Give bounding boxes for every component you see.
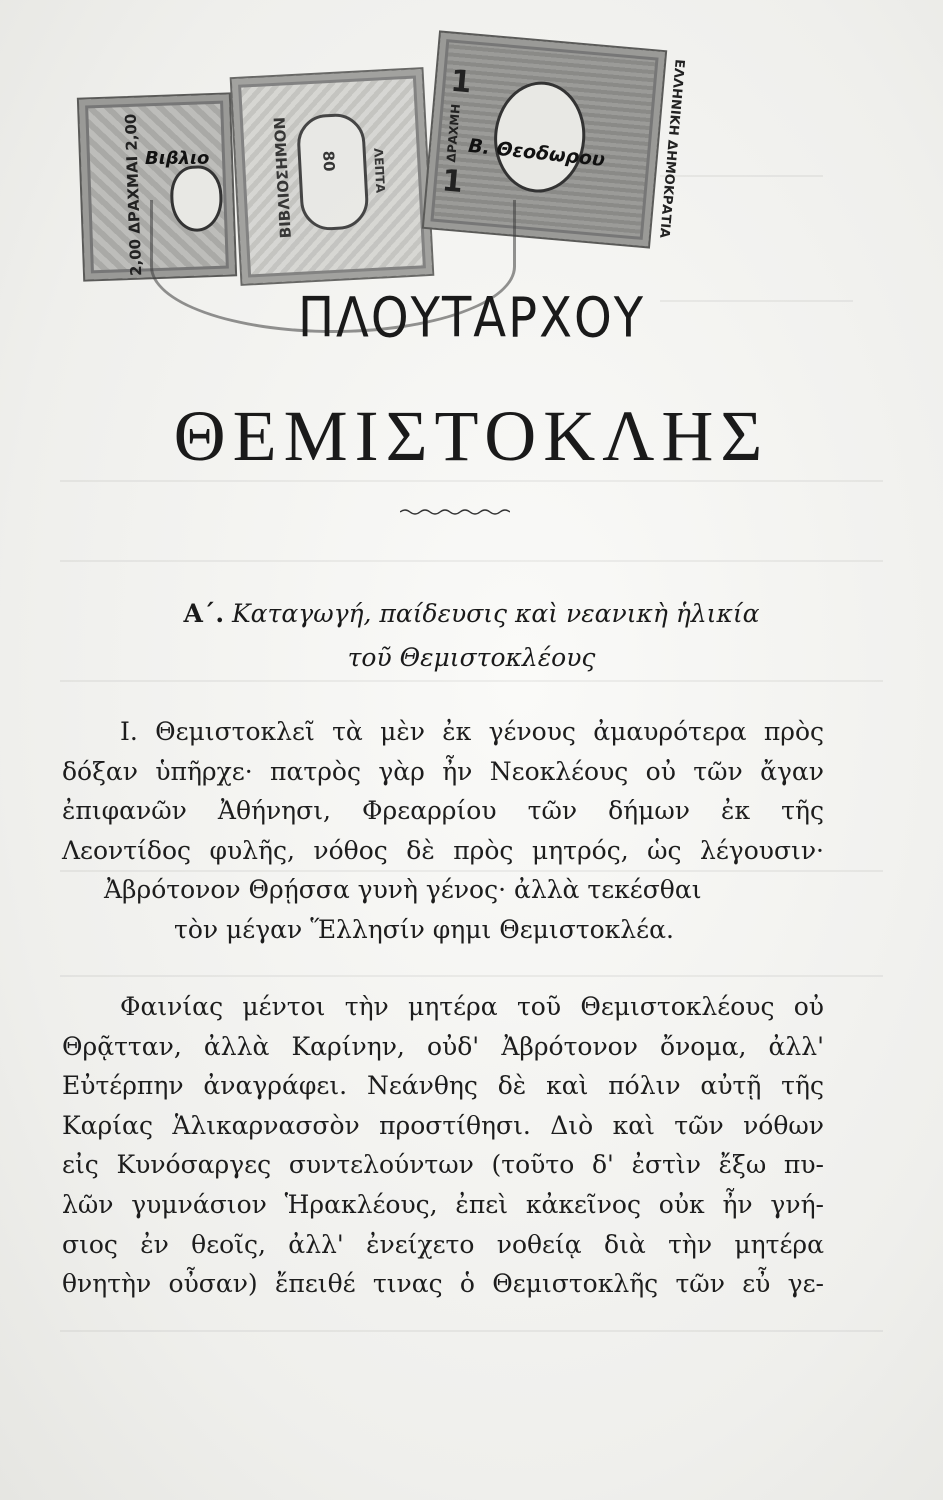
stamp-middle-label: ΒΙΒΛΙΟΣΗΜΟΝ bbox=[270, 116, 295, 239]
text-line: λῶν γυμνάσιον Ἡρακλέους, ἐπεὶ κἀκεῖνος οὐκ ἦν γνή- bbox=[62, 1189, 824, 1219]
text-line: Φαινίας μέντοι τὴν μητέρα τοῦ Θεμιστοκλέους οὐ bbox=[120, 992, 824, 1021]
text-line: δόξαν ὑπῆρχε· πατρὸς γὰρ ἦν Νεοκλέους οὐ τῶν ἄγαν bbox=[62, 756, 824, 786]
text-line: θνητὴν οὖσαν) ἔπειθέ τινας ὁ Θεμιστοκλῆς τῶν εὖ γε- bbox=[62, 1269, 824, 1299]
chapter-number: Α΄. bbox=[183, 599, 225, 628]
text-line: I. Θεμιστοκλεῖ τὰ μὲν ἐκ γένους ἀμαυρότερα πρὸς bbox=[120, 717, 824, 746]
stamp-right-value: 1 bbox=[449, 63, 474, 101]
handwritten-note-right: Β. Θεοδωρου bbox=[467, 134, 606, 172]
bleed-through-line bbox=[60, 1330, 883, 1332]
text-line: ἐπιφανῶν Ἀθήνησι, Φρεαρρίου τῶν δήμων ἐκ τῆς bbox=[62, 796, 824, 826]
chapter-heading bbox=[0, 592, 943, 680]
text-line: Καρίας Ἁλικαρνασσὸν προστίθησι. Διὸ καὶ τῶν νόθων bbox=[62, 1110, 824, 1140]
handwritten-note-left: Βιβλιο bbox=[145, 148, 210, 169]
paragraph-1 bbox=[62, 712, 824, 950]
stamp-right-unit: ΔΡΑΧΜΗ bbox=[443, 103, 464, 163]
author-name: ΠΛΟΥΤΑΡΧΟΥ bbox=[297, 285, 646, 351]
bleed-through-line bbox=[60, 680, 883, 682]
text-line: Εὐτέρπην ἀναγράφει. Νεάνθης δὲ καὶ πόλιν αὐτῇ τῆς bbox=[62, 1071, 824, 1101]
stamp-right-value-bottom: 1 bbox=[440, 163, 465, 200]
stamp-middle-unit: ΛΕΠΤΑ bbox=[371, 147, 388, 194]
chapter-title: Καταγωγή, παίδευσις καὶ νεανικὴ ἡλικία bbox=[232, 599, 760, 628]
text-line: Λεοντίδος φυλῆς, νόθος δὲ πρὸς μητρός, ὡς λέγουσιν· bbox=[62, 835, 824, 865]
bleed-through-line bbox=[60, 480, 883, 482]
stamp-middle-value: 80 bbox=[319, 150, 339, 173]
chapter-heading-line-1 bbox=[0, 592, 943, 636]
verse-line: Ἀβρότονον Θρῄσσα γυνὴ γένος· ἀλλὰ τεκέσθαι bbox=[104, 875, 702, 905]
bleed-through-line bbox=[60, 975, 883, 977]
chapter-heading-line-2: τοῦ Θεμιστοκλέους bbox=[347, 643, 596, 672]
stamp-right-emblem bbox=[490, 78, 590, 197]
bleed-through-line bbox=[660, 175, 823, 177]
stamp-right-country: ΕΛΛΗΝΙΚΗ ΔΗΜΟΚΡΑΤΙΑ bbox=[656, 58, 687, 239]
page-title: ΘΕΜΙΣΤΟΚΛΗΣ bbox=[173, 396, 770, 476]
verse-line: τὸν μέγαν Ἕλλησίν φημι Θεμιστοκλέα. bbox=[174, 914, 674, 944]
text-line: σιος ἐν θεοῖς, ἀλλ' ἐνείχετο νοθείᾳ διὰ τὴν μητέρα bbox=[62, 1229, 824, 1259]
stamp-left-denomination: 2,00 ΔΡΑΧΜΑΙ 2,00 bbox=[121, 113, 146, 277]
bleed-through-line bbox=[60, 560, 883, 562]
paragraph-2 bbox=[62, 987, 824, 1304]
wavy-rule-ornament bbox=[400, 508, 510, 516]
text-line: εἰς Κυνόσαργες συντελούντων (τοῦτο δ' ἐστὶν ἔξω πυ- bbox=[62, 1150, 824, 1180]
text-line: Θρᾷτταν, ἀλλὰ Καρίνην, οὐδ' Ἀβρότονον ὄνομα, ἀλλ' bbox=[62, 1031, 824, 1061]
